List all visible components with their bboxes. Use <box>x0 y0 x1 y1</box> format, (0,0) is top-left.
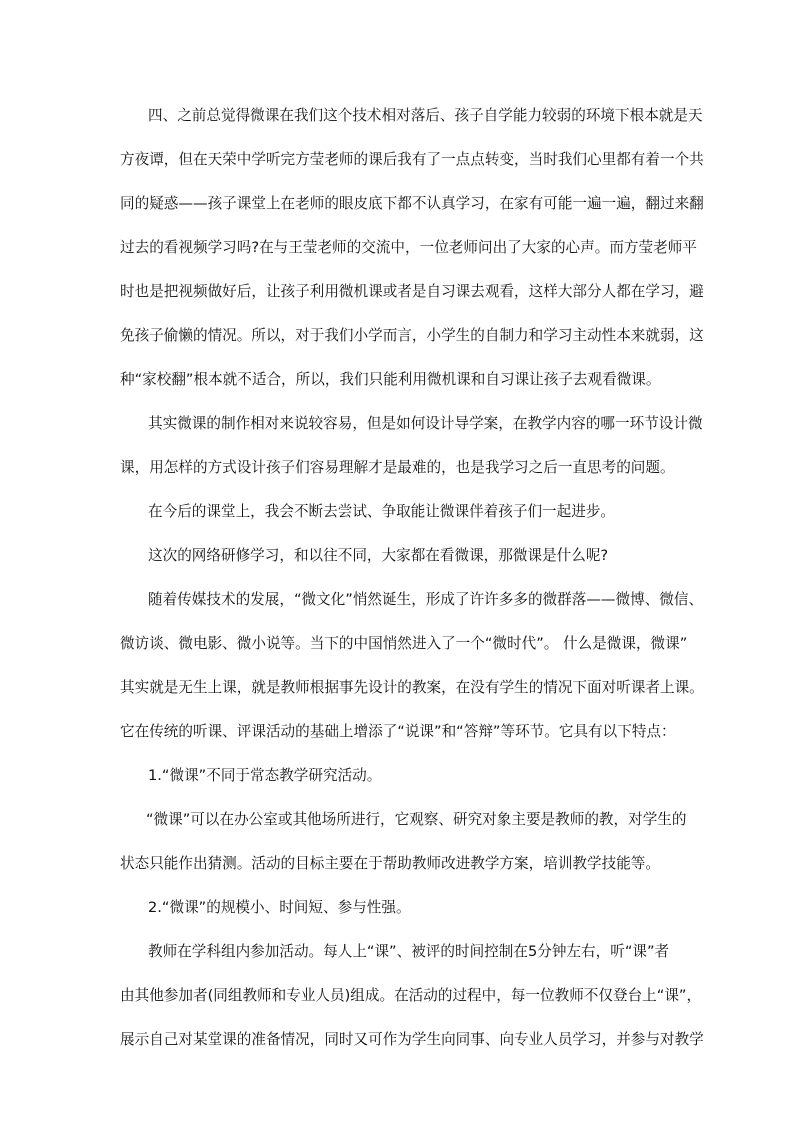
paragraph-line-2: 方夜谭，但在天荣中学听完方莹老师的课后我有了一点点转变，当时我们心里都有着一个共 <box>120 151 704 168</box>
paragraph-line-14: 其实就是无生上课，就是教师根据事先设计的教案，在没有学生的情况下面对听课者上课。 <box>120 679 704 696</box>
list-heading-2: 2.“微课”的规模小、时间短、参与性强。 <box>148 899 411 916</box>
paragraph-line-11: 这次的网络研修学习，和以往不同，大家都在看微课，那微课是什么呢? <box>148 547 609 564</box>
paragraph-line-8: 其实微课的制作相对来说较容易，但是如何设计导学案，在教学内容的哪一环节设计微 <box>148 415 703 432</box>
paragraph-line-17: “微课”可以在办公室或其他场所进行，它观察、研究对象主要是教师的教，对学生的 <box>146 811 687 828</box>
paragraph-line-7: 种“家校翻”根本就不适合，所以，我们只能利用微机课和自习课让孩子去观看微课。 <box>120 371 661 388</box>
paragraph-line-22: 展示自己对某堂课的准备情况，同时又可作为学生向同事、向专业人员学习，并参与对教学 <box>120 1031 704 1048</box>
paragraph-line-9: 课，用怎样的方式设计孩子们容易理解才是最难的，也是我学习之后一直思考的问题。 <box>120 459 675 476</box>
paragraph-line-1: 四、之前总觉得微课在我们这个技术相对落后、孩子自学能力较弱的环境下根本就是天 <box>148 107 703 124</box>
paragraph-line-13: 微访谈、微电影、微小说等。当下的中国悄然进入了一个“微时代”。 什么是微课，微课” <box>120 635 688 652</box>
paragraph-line-6: 免孩子偷懒的情况。所以，对于我们小学而言，小学生的自制力和学习主动性本来就弱，这 <box>120 327 704 344</box>
paragraph-line-18: 状态只能作出猜测。活动的目标主要在于帮助教师改进教学方案，培训教学技能等。 <box>120 855 660 872</box>
paragraph-line-3: 同的疑惑——孩子课堂上在老师的眼皮底下都不认真学习，在家有可能一遍一遍，翻过来翻 <box>120 195 704 212</box>
paragraph-line-10: 在今后的课堂上，我会不断去尝试、争取能让微课伴着孩子们一起进步。 <box>148 503 616 520</box>
paragraph-line-4: 过去的看视频学习吗?在与王莹老师的交流中，一位老师问出了大家的心声。而方莹老师平 <box>120 239 697 256</box>
list-heading-1: 1.“微课”不同于常态教学研究活动。 <box>148 767 382 784</box>
paragraph-line-20: 教师在学科组内参加活动。每人上“课”、被评的时间控制在5分钟左右，听“课”者 <box>148 943 670 960</box>
paragraph-line-15: 它在传统的听课、评课活动的基础上增添了“说课”和“答辩”等环节。它具有以下特点： <box>120 723 676 740</box>
paragraph-line-21: 由其他参加者(同组教师和专业人员)组成。在活动的过程中，每一位教师不仅登台上“课”， <box>120 987 702 1004</box>
paragraph-line-12: 随着传媒技术的发展，“微文化”悄然诞生，形成了许许多多的微群落——微博、微信、 <box>148 591 704 608</box>
paragraph-line-5: 时也是把视频做好后，让孩子利用微机课或者是自习课去观看，这样大部分人都在学习，避 <box>120 283 704 300</box>
